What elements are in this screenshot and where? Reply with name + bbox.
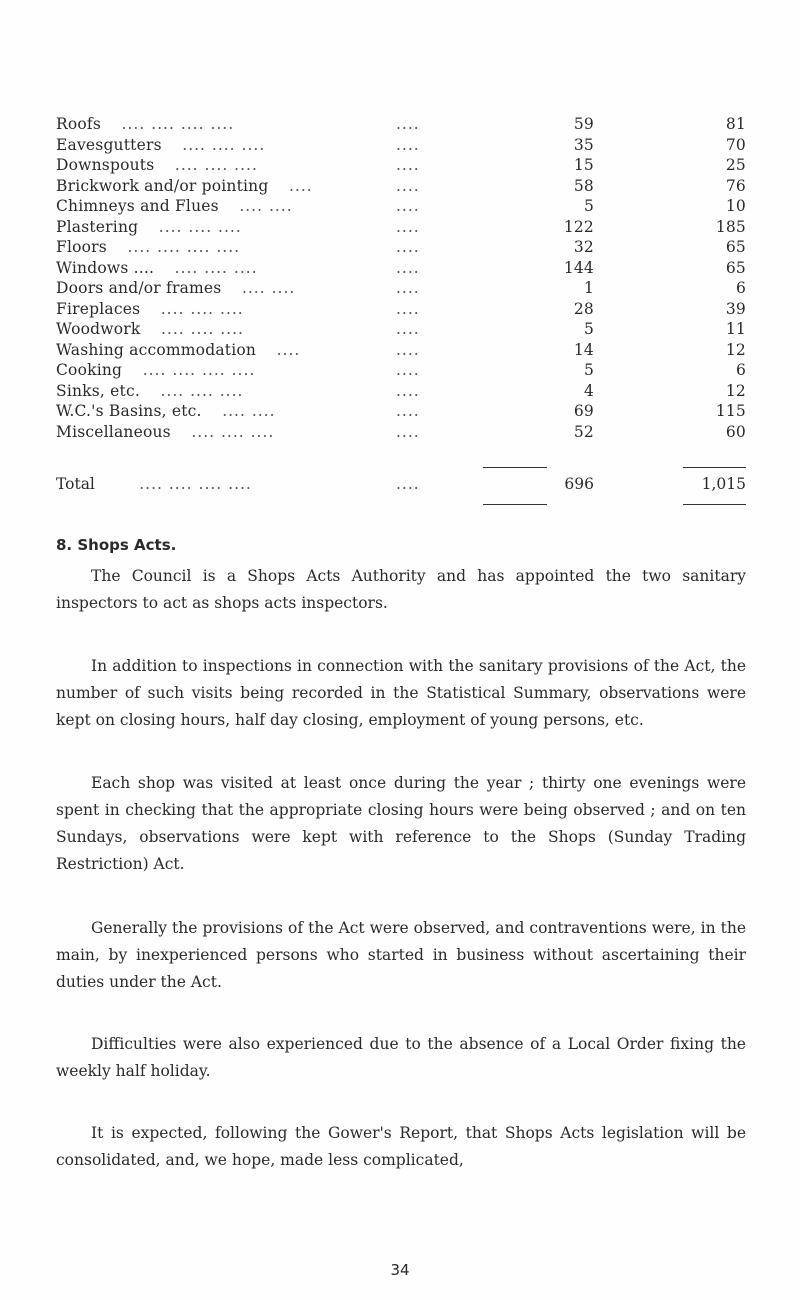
- row-value-2: 65: [725, 238, 746, 256]
- table-row: [56, 155, 746, 176]
- row-label-wrap: [56, 155, 258, 175]
- table-row: [56, 135, 746, 156]
- row-value-2: 70: [725, 135, 746, 154]
- row-value-1: 58: [573, 176, 594, 195]
- row-value-1: 69: [573, 402, 594, 420]
- row-label-wrap: [56, 217, 242, 237]
- repairs-table: [56, 114, 746, 442]
- row-separator: ....: [396, 135, 420, 154]
- row-dots: .... ....: [222, 402, 276, 420]
- row-dots: .... .... ....: [160, 320, 244, 338]
- row-label-wrap: [56, 319, 244, 339]
- row-dots: .... .... .... ....: [127, 238, 241, 256]
- row-label: Downspouts: [56, 156, 155, 174]
- row-label: Woodwork: [56, 320, 141, 338]
- row-value-2: 10: [725, 197, 746, 215]
- row-separator: ....: [396, 176, 420, 195]
- row-value-1: 15: [573, 156, 594, 174]
- row-label: Doors and/or frames: [56, 279, 222, 297]
- row-dots: .... .... ....: [182, 135, 266, 154]
- total-row: [56, 475, 746, 497]
- row-value-1: 144: [563, 258, 594, 277]
- row-value-2: 60: [725, 422, 746, 441]
- row-value-1: 5: [583, 320, 594, 338]
- total-dots: .... .... .... ....: [139, 475, 252, 493]
- row-dots: .... .... .... ....: [121, 115, 235, 133]
- row-dots: .... .... ....: [191, 422, 275, 441]
- table-row: [56, 319, 746, 340]
- row-dots: .... ....: [239, 197, 293, 215]
- table-row: [56, 401, 746, 422]
- row-value-1: 14: [573, 340, 594, 359]
- row-label: Eavesgutters: [56, 135, 162, 154]
- row-value-1: 1: [583, 279, 594, 297]
- row-separator: ....: [396, 361, 420, 379]
- row-separator: ....: [396, 381, 420, 400]
- section-heading: 8. Shops Acts.: [56, 536, 177, 554]
- table-row: [56, 278, 746, 299]
- paragraph-2: In addition to inspections in connection with the sanitary provisions of the Act, the number of such visits being recorded in the Statistical Summary, observations were kept on closing hours, half day closing, employment of young persons, etc.: [56, 657, 746, 729]
- total-rule-bottom-2: [683, 504, 746, 505]
- table-row: [56, 340, 746, 361]
- total-value-2: 1,015: [701, 475, 746, 493]
- row-label-wrap: [56, 340, 300, 360]
- row-value-2: 12: [725, 340, 746, 359]
- table-row: [56, 196, 746, 217]
- total-rule-bottom-1: [483, 504, 547, 505]
- row-separator: ....: [396, 258, 420, 277]
- row-label: Roofs: [56, 115, 102, 133]
- row-dots: .... .... ....: [174, 156, 258, 174]
- total-separator: ....: [396, 475, 420, 493]
- table-row: [56, 237, 746, 258]
- table-row: [56, 258, 746, 279]
- row-dots: .... .... ....: [174, 258, 258, 277]
- total-rule-top-2: [683, 467, 746, 468]
- row-label-wrap: [56, 135, 265, 155]
- row-value-2: 65: [725, 258, 746, 277]
- table-row: [56, 217, 746, 238]
- row-label: Miscellaneous: [56, 422, 171, 441]
- row-separator: ....: [396, 115, 420, 133]
- row-label: Washing accommodation: [56, 340, 257, 359]
- row-label: Floors: [56, 238, 107, 256]
- row-value-1: 5: [583, 361, 594, 379]
- row-label-wrap: [56, 278, 295, 298]
- row-separator: ....: [396, 340, 420, 359]
- total-value-1: 696: [564, 475, 594, 493]
- table-row: [56, 176, 746, 197]
- table-row: [56, 422, 746, 443]
- row-dots: .... .... ....: [160, 381, 244, 400]
- row-label-wrap: [56, 258, 258, 278]
- row-value-1: 122: [563, 217, 594, 236]
- row-dots: .... .... ....: [160, 299, 244, 318]
- paragraph-4: Generally the provisions of the Act were observed, and contraventions were, in the main, by inexperienced persons who started in business without ascertaining their duties under the Act.: [56, 919, 746, 991]
- row-separator: ....: [396, 156, 420, 174]
- row-separator: ....: [396, 402, 420, 420]
- row-value-1: 35: [573, 135, 594, 154]
- row-value-2: 6: [735, 279, 746, 297]
- row-label: Fireplaces: [56, 299, 141, 318]
- row-separator: ....: [396, 238, 420, 256]
- row-value-2: 6: [735, 361, 746, 379]
- table-row: [56, 299, 746, 320]
- row-label: Brickwork and/or pointing: [56, 176, 269, 195]
- table-row: [56, 114, 746, 135]
- row-value-2: 39: [725, 299, 746, 318]
- row-label-wrap: [56, 381, 243, 401]
- table-row: [56, 360, 746, 381]
- row-dots: .... .... ....: [158, 217, 242, 236]
- row-label: Plastering: [56, 217, 139, 236]
- row-value-1: 52: [573, 422, 594, 441]
- row-dots: ....: [289, 176, 313, 195]
- row-label-wrap: [56, 422, 274, 442]
- paragraph-6: It is expected, following the Gower's Report, that Shops Acts legislation will be consolidated, and, we hope, made less complicated,: [56, 1124, 746, 1169]
- row-label-wrap: [56, 360, 255, 380]
- paragraph-1: The Council is a Shops Acts Authority and has appointed the two sanitary inspectors to act as shops acts inspectors.: [56, 567, 746, 612]
- row-label-wrap: [56, 114, 234, 134]
- row-value-2: 12: [725, 381, 746, 400]
- row-dots: ....: [276, 340, 301, 359]
- total-label: Total: [56, 475, 95, 493]
- row-label: Windows ....: [56, 258, 155, 277]
- row-value-2: 185: [715, 217, 746, 236]
- page-number: 34: [390, 1261, 410, 1279]
- row-value-2: 115: [715, 402, 746, 420]
- row-label-wrap: [56, 237, 240, 257]
- row-value-1: 59: [573, 115, 594, 133]
- row-label: Chimneys and Flues: [56, 197, 219, 215]
- row-value-2: 25: [725, 156, 746, 174]
- row-label: W.C.'s Basins, etc.: [56, 402, 202, 420]
- row-label-wrap: [56, 299, 244, 319]
- row-label-wrap: [56, 196, 293, 216]
- row-value-2: 76: [725, 176, 746, 195]
- row-separator: ....: [396, 320, 420, 338]
- row-value-1: 28: [573, 299, 594, 318]
- row-dots: .... .... .... ....: [142, 361, 256, 379]
- total-rule-top-1: [483, 467, 547, 468]
- row-value-2: 81: [725, 115, 746, 133]
- row-value-1: 32: [573, 238, 594, 256]
- row-separator: ....: [396, 197, 420, 215]
- table-row: [56, 381, 746, 402]
- row-label-wrap: [56, 176, 313, 196]
- row-label-wrap: [56, 401, 276, 421]
- row-value-1: 4: [583, 381, 594, 400]
- row-separator: ....: [396, 299, 420, 318]
- row-dots: .... ....: [241, 279, 296, 297]
- row-value-2: 11: [725, 320, 746, 338]
- row-separator: ....: [396, 279, 420, 297]
- row-label: Cooking: [56, 361, 123, 379]
- row-separator: ....: [396, 217, 420, 236]
- paragraph-5: Difficulties were also experienced due to the absence of a Local Order fixing the weekly half holiday.: [56, 1035, 746, 1080]
- row-label: Sinks, etc.: [56, 381, 140, 400]
- row-value-1: 5: [583, 197, 594, 215]
- row-separator: ....: [396, 422, 420, 441]
- paragraph-3: Each shop was visited at least once during the year ; thirty one evenings were spent in checking that the appropriate closing hours were being observed ; and on ten Sundays, observations were kept with reference to the Shops (Sunday Trading Restriction) Act.: [56, 774, 746, 873]
